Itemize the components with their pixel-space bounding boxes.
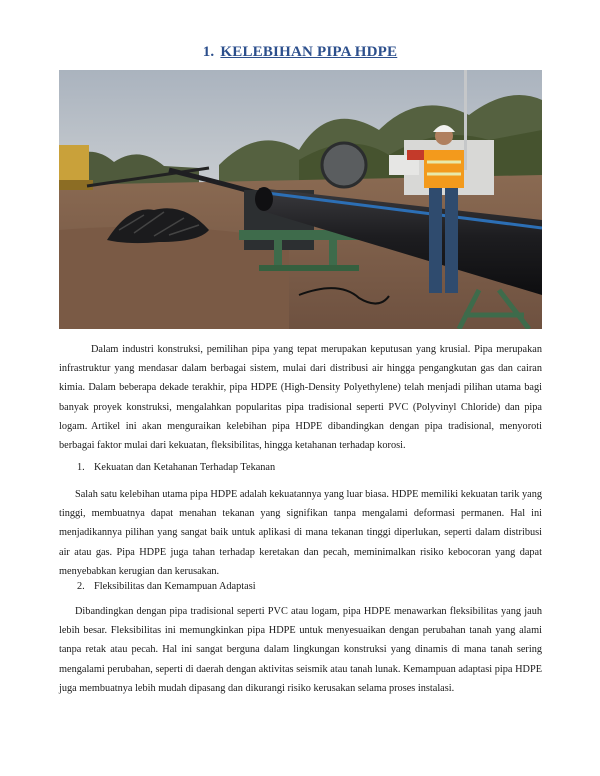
intro-paragraph-1: Dalam industri konstruksi, pemilihan pipa yang tepat merupakan keputusan yang krusial. Pipa merupakan infrastruktur yang mendasar dalam berbagai sistem, mulai dari distribusi air hingga pengangkutan gas dan cairan kimia. Dalam beberapa dekade terakhir, pipa HDPE (High-Density Polyethylene) telah menjadi pilihan utama bagi banyak proyek konstruksi, mengalahkan popularitas pipa tradisional seperti PVC (Polyvinyl Chloride) dan pipa logam.	[59, 344, 542, 432]
page-title	[0, 44, 600, 61]
pipe-installation-photo	[59, 70, 542, 329]
section-2-title: Fleksibilitas dan Kemampuan Adaptasi	[94, 581, 256, 592]
section-1-body: Salah satu kelebihan utama pipa HDPE adalah kekuatannya yang luar biasa. HDPE memiliki kekuatan tarik yang tinggi, membuatnya dapat menahan tekanan yang signifikan tanpa mengalami deformasi permanen. Hal ini menjadikannya pilihan yang sangat baik untuk aplikasi di mana tekanan tinggi diperlukan, seperti dalam distribusi air atau gas. Pipa HDPE juga tahan terhadap keretakan dan pecah, meminimalkan risiko kebocoran yang dapat menyebabkan kerugian dan kerusakan.	[59, 489, 542, 577]
section-1-number: 1.	[77, 462, 85, 473]
title-number: 1.	[202, 44, 215, 60]
section-1-heading	[77, 460, 275, 476]
section-2-body: Dibandingkan dengan pipa tradisional seperti PVC atau logam, pipa HDPE menawarkan fleksibilitas yang jauh lebih besar. Fleksibilitas ini memungkinkan pipa HDPE untuk menyesuaikan dengan perubahan tanah yang alami tanpa retak atau pecah. Hal ini sangat berguna dalam lingkungan konstruksi yang dinamis di mana tanah sering mengalami perubahan, seperti di daerah dengan aktivitas seismik atau tanah lunak. Kemampuan adaptasi pipa HDPE juga membuatnya lebih mudah dipasang dan dikurangi risiko kerusakan selama proses instalasi.	[59, 606, 542, 694]
title-text: KELEBIHAN PIPA HDPE	[220, 44, 398, 60]
section-2-heading	[77, 579, 256, 595]
section-1-title: Kekuatan dan Ketahanan Terhadap Tekanan	[94, 462, 276, 473]
intro-paragraph-2: Artikel ini akan menguraikan kelebihan pipa HDPE dibandingkan dengan pipa tradisional, menyoroti berbagai faktor mulai dari kekuatan, fleksibilitas, hingga ketahanan terhadap korosi.	[59, 421, 542, 452]
section-2-number: 2.	[77, 581, 85, 592]
